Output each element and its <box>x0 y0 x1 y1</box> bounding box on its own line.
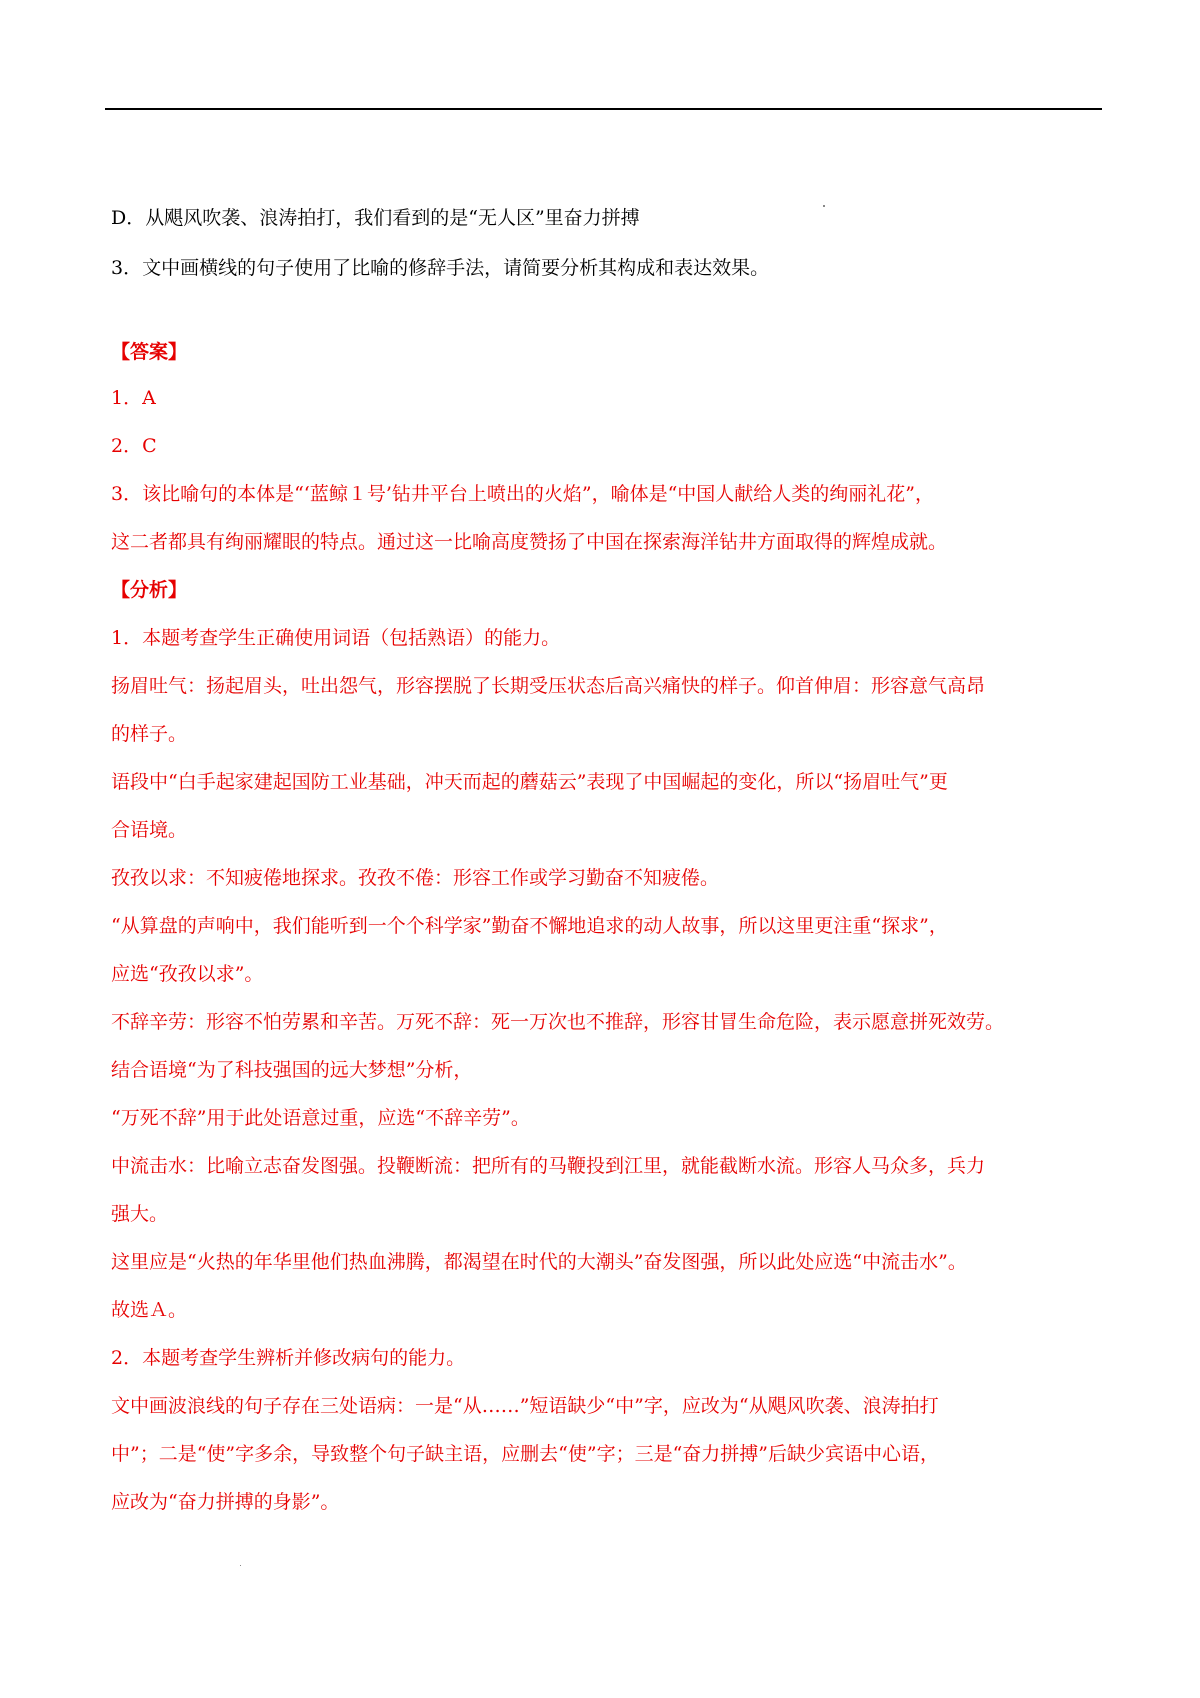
analysis-line: 文中画波浪线的句子存在三处语病：一是“从……”短语缺少“中”字，应改为“从飓风吹袭、浪涛拍打 <box>111 1395 939 1417</box>
analysis-line: 的样子。 <box>111 723 188 745</box>
analysis-line: 合语境。 <box>111 819 188 841</box>
analysis-line: 1．本题考查学生正确使用词语（包括熟语）的能力。 <box>111 627 561 649</box>
answer-3-line-1: 3．该比喻句的本体是“‘蓝鲸１号’钻井平台上喷出的火焰”，喻体是“中国人献给人类的绚丽礼花”， <box>111 483 935 505</box>
analysis-line: 应选“孜孜以求”。 <box>111 963 264 985</box>
analysis-line: 中流击水：比喻立志奋发图强。投鞭断流：把所有的马鞭投到江里，就能截断水流。形容人马众多，兵力 <box>111 1155 986 1177</box>
analysis-line: 不辞辛劳：形容不怕劳累和辛苦。万死不辞：死一万次也不推辞，形容甘冒生命危险，表示愿意拼死效劳。 <box>111 1011 1005 1033</box>
speck-mark <box>240 1565 241 1566</box>
analysis-line: 结合语境“为了科技强国的远大梦想”分析， <box>111 1059 473 1081</box>
option-d: D．从飓风吹袭、浪涛拍打，我们看到的是“无人区”里奋力拼搏 <box>111 207 640 229</box>
answer-1: 1．A <box>111 387 156 409</box>
header-rule <box>105 108 1102 110</box>
answer-2: 2．C <box>111 435 157 457</box>
analysis-line: 2．本题考查学生辨析并修改病句的能力。 <box>111 1347 466 1369</box>
analysis-line: 语段中“白手起家建起国防工业基础，冲天而起的蘑菇云”表现了中国崛起的变化，所以“扬眉吐气”更 <box>111 771 948 793</box>
analysis-line: 孜孜以求：不知疲倦地探求。孜孜不倦：形容工作或学习勤奋不知疲倦。 <box>111 867 720 889</box>
analysis-line: 强大。 <box>111 1203 169 1225</box>
analysis-line: 扬眉吐气：扬起眉头，吐出怨气，形容摆脱了长期受压状态后高兴痛快的样子。仰首伸眉：形容意气高昂 <box>111 675 986 697</box>
analysis-line: 应改为“奋力拼搏的身影”。 <box>111 1491 340 1513</box>
analysis-line: “万死不辞”用于此处语意过重，应选“不辞辛劳”。 <box>111 1107 530 1129</box>
answer-heading: 【答案】 <box>111 341 188 363</box>
answer-3-line-2: 这二者都具有绚丽耀眼的特点。通过这一比喻高度赞扬了中国在探索海洋钻井方面取得的辉煌成就。 <box>111 531 948 553</box>
question-3: 3．文中画横线的句子使用了比喻的修辞手法，请简要分析其构成和表达效果。 <box>111 257 770 279</box>
analysis-heading: 【分析】 <box>111 579 188 601</box>
analysis-line: 中”；二是“使”字多余，导致整个句子缺主语，应删去“使”字；三是“奋力拼搏”后缺少宾语中心语， <box>111 1443 939 1465</box>
analysis-line: 故选Ａ。 <box>111 1299 188 1321</box>
analysis-line: 这里应是“火热的年华里他们热血沸腾，都渴望在时代的大潮头”奋发图强，所以此处应选“中流击水”。 <box>111 1251 967 1273</box>
analysis-line: “从算盘的声响中，我们能听到一个个科学家”勤奋不懈地追求的动人故事，所以这里更注重“探求”， <box>111 915 948 937</box>
